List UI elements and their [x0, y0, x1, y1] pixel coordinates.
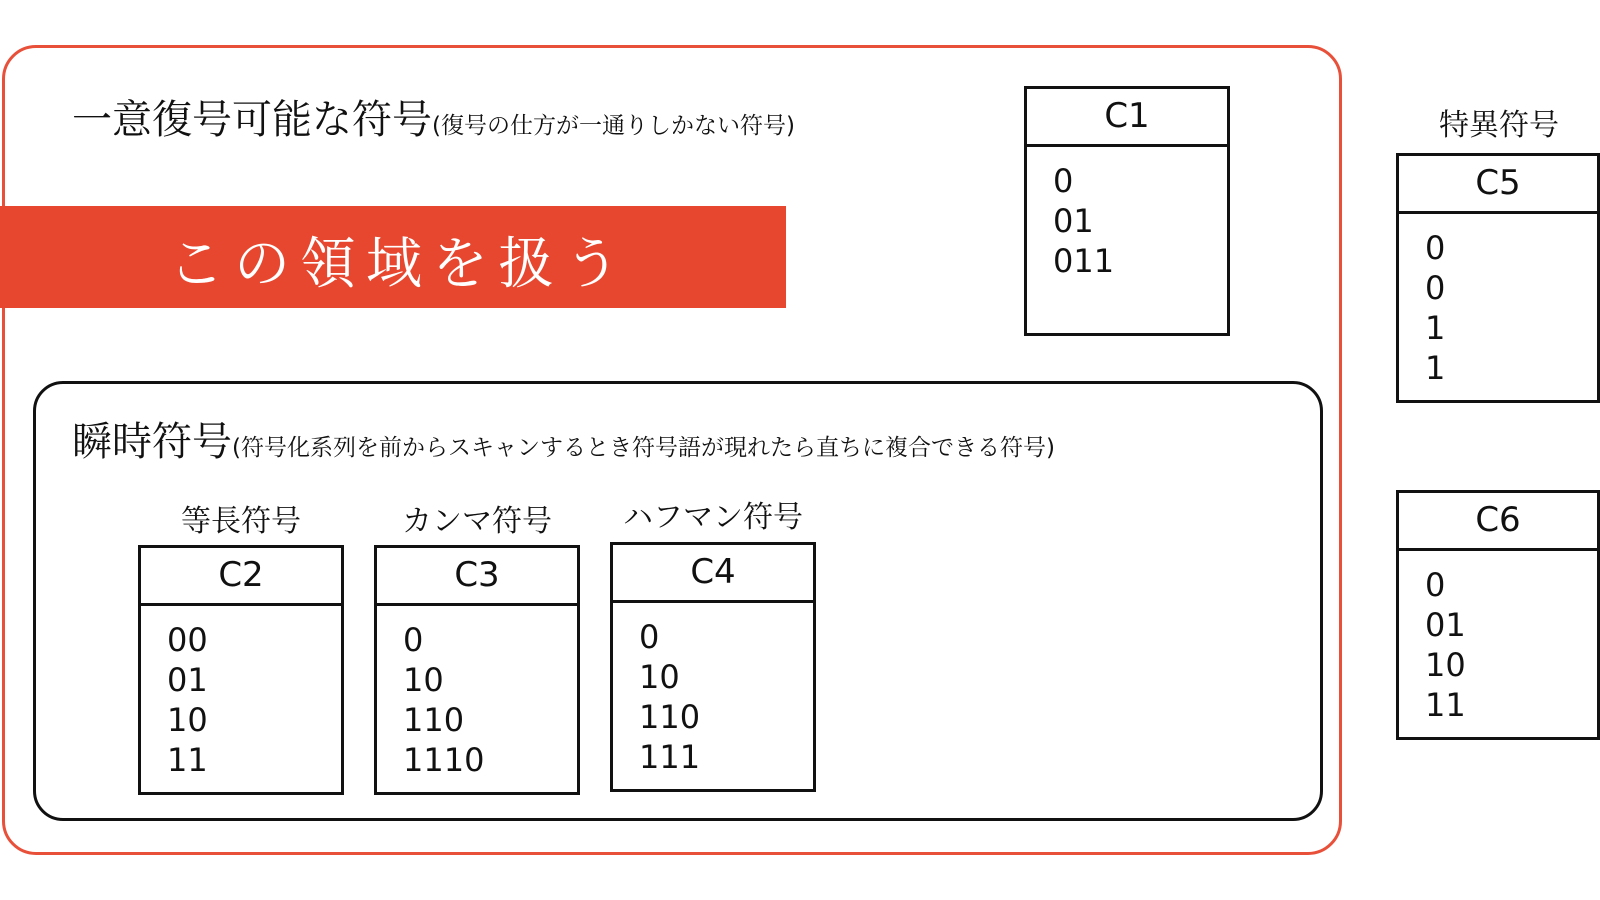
- code-table-c1: [1024, 86, 1230, 336]
- code-table-c3: [374, 545, 580, 795]
- code-table-c6-words: [1399, 551, 1597, 725]
- codeword: 11: [167, 741, 208, 779]
- codeword: 10: [1425, 646, 1466, 684]
- code-table-c1-words: [1027, 147, 1227, 281]
- codeword: 0: [1053, 162, 1074, 200]
- code-table-c4-name: C4: [613, 545, 813, 603]
- instantaneous-note: (符号化系列を前からスキャンするとき符号語が現れたら直ちに複合できる符号): [232, 435, 1055, 461]
- code-table-c2-words: [141, 606, 341, 780]
- instantaneous-heading: 瞬時符号: [72, 419, 232, 465]
- codeword: 01: [1425, 606, 1466, 644]
- code-table-c5-words: [1399, 214, 1597, 388]
- codeword: 10: [639, 658, 680, 696]
- code-table-c1-name: C1: [1027, 89, 1227, 147]
- codeword: 00: [167, 621, 208, 659]
- code-table-c3-name: C3: [377, 548, 577, 606]
- codeword: 1110: [403, 741, 485, 779]
- codeword: 0: [403, 621, 424, 659]
- code-table-c6-name: C6: [1399, 493, 1597, 551]
- code-table-c5: [1396, 153, 1600, 403]
- uniquely-decodable-heading: 一意復号可能な符号: [72, 97, 432, 143]
- codeword: 0: [639, 618, 660, 656]
- instantaneous-title: [72, 410, 1055, 467]
- code-label-c5: 特異符号: [1439, 108, 1559, 143]
- codeword: 0: [1425, 269, 1446, 307]
- code-table-c2-name: C2: [141, 548, 341, 606]
- codeword: 110: [403, 701, 465, 739]
- codeword: 1: [1425, 349, 1446, 387]
- code-label-c3: カンマ符号: [402, 504, 552, 539]
- code-table-c6: [1396, 490, 1600, 740]
- uniquely-decodable-title: [72, 88, 795, 145]
- code-table-c5-name: C5: [1399, 156, 1597, 214]
- codeword: 111: [639, 738, 701, 776]
- code-label-c4: ハフマン符号: [623, 500, 803, 535]
- code-table-c3-words: [377, 606, 577, 780]
- codeword: 10: [167, 701, 208, 739]
- codeword: 0: [1425, 566, 1446, 604]
- code-table-c2: [138, 545, 344, 795]
- codeword: 10: [403, 661, 444, 699]
- codeword: 011: [1053, 242, 1115, 280]
- codeword: 110: [639, 698, 701, 736]
- codeword: 0: [1425, 229, 1446, 267]
- scope-banner-text: この領域を扱う: [168, 232, 630, 297]
- uniquely-decodable-note: (復号の仕方が一通りしかない符号): [432, 113, 795, 139]
- codeword: 11: [1425, 686, 1466, 724]
- code-table-c4: [610, 542, 816, 792]
- code-table-c4-words: [613, 603, 813, 777]
- scope-banner: [0, 206, 786, 308]
- codeword: 01: [167, 661, 208, 699]
- codeword: 01: [1053, 202, 1094, 240]
- codeword: 1: [1425, 309, 1446, 347]
- code-label-c2: 等長符号: [181, 504, 301, 539]
